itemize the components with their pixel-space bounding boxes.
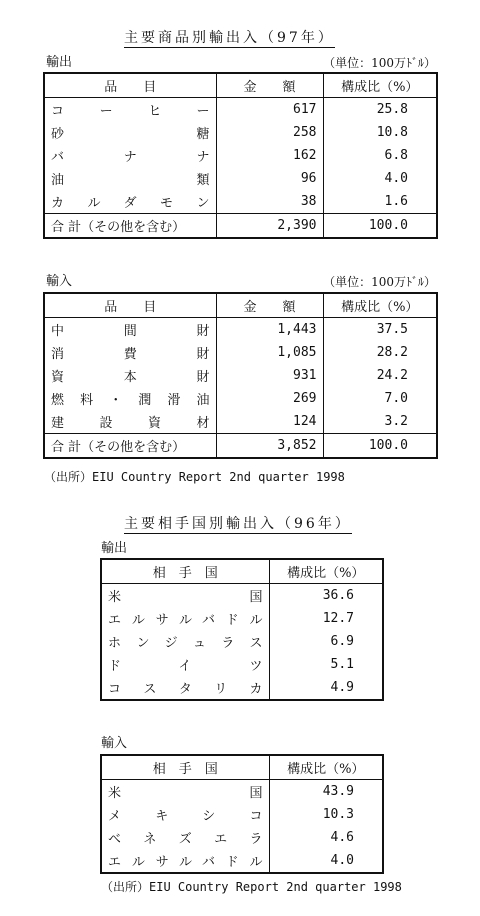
item-amount: 258	[216, 121, 323, 144]
item-amount: 124	[216, 410, 323, 434]
country-ratio: 6.9	[330, 634, 354, 649]
table-row	[44, 98, 437, 122]
country-name: メキシコ	[101, 803, 269, 826]
country-ratio: 4.6	[330, 830, 354, 845]
export-label: 輸出	[46, 55, 73, 70]
item-amount: 617	[216, 98, 323, 122]
source-note: （出所）EIU Country Report 2nd quarter 1998	[101, 880, 402, 894]
partner-title: 主要相手国別輸出入（96年）	[124, 516, 352, 532]
country-ratio: 5.1	[330, 657, 354, 672]
item-name: 建設資材	[44, 410, 216, 434]
country-name: 米国	[101, 584, 269, 608]
item-ratio: 1.6	[384, 194, 408, 209]
item-name: 消費財	[44, 341, 216, 364]
commodity-import-table	[43, 292, 438, 459]
header-ratio: 構成比（%）	[341, 300, 419, 315]
table-row	[44, 318, 437, 342]
table-row	[44, 387, 437, 410]
header-amount: 金 額	[216, 73, 323, 98]
table-row	[44, 190, 437, 214]
partner-import-table	[100, 754, 384, 874]
source-note: （出所）EIU Country Report 2nd quarter 1998	[44, 470, 345, 484]
total-ratio: 100.0	[368, 438, 408, 453]
table-row	[101, 676, 383, 700]
country-ratio: 4.9	[330, 680, 354, 695]
table-row	[101, 584, 383, 608]
header-ratio: 構成比（%）	[341, 80, 419, 95]
header-ratio: 構成比（%）	[287, 566, 365, 581]
partner-export-label: 輸出	[101, 541, 128, 556]
country-name: エルサルバドル	[101, 607, 269, 630]
item-name: 油類	[44, 167, 216, 190]
partner-import-label: 輸入	[101, 736, 128, 751]
table-row	[101, 653, 383, 676]
country-name: ベネズエラ	[101, 826, 269, 849]
item-ratio: 28.2	[376, 345, 408, 360]
country-name: 米国	[101, 780, 269, 804]
item-amount: 162	[216, 144, 323, 167]
header-ratio: 構成比（%）	[287, 762, 365, 777]
total-amount: 3,852	[216, 434, 323, 459]
header-country: 相 手 国	[101, 755, 269, 780]
table-row	[44, 144, 437, 167]
total-row	[44, 434, 437, 459]
item-ratio: 3.2	[384, 414, 408, 429]
item-ratio: 7.0	[384, 391, 408, 406]
item-ratio: 4.0	[384, 171, 408, 186]
item-name: 中間財	[44, 318, 216, 342]
table-row	[44, 167, 437, 190]
item-name: 砂糖	[44, 121, 216, 144]
item-name: コーヒー	[44, 98, 216, 122]
country-name: ホンジュラス	[101, 630, 269, 653]
item-amount: 96	[216, 167, 323, 190]
country-name: エルサルバドル	[101, 849, 269, 873]
commodity-export-table	[43, 72, 438, 239]
table-row	[101, 849, 383, 873]
country-name: コスタリカ	[101, 676, 269, 700]
total-name: 合 計（その他を含む）	[44, 434, 216, 459]
country-ratio: 12.7	[322, 611, 354, 626]
header-item: 品 目	[44, 293, 216, 318]
item-amount: 38	[216, 190, 323, 214]
import-label: 輸入	[46, 274, 73, 289]
total-amount: 2,390	[216, 214, 323, 239]
table-row	[101, 630, 383, 653]
header-country: 相 手 国	[101, 559, 269, 584]
commodity-title: 主要商品別輸出入（97年）	[124, 30, 335, 46]
import-unit: （単位：100万ﾄﾞﾙ）	[323, 275, 436, 289]
table-row	[44, 364, 437, 387]
item-ratio: 37.5	[376, 322, 408, 337]
item-ratio: 24.2	[376, 368, 408, 383]
table-row	[44, 341, 437, 364]
item-amount: 1,085	[216, 341, 323, 364]
total-name: 合 計（その他を含む）	[44, 214, 216, 239]
table-row	[101, 607, 383, 630]
table-row	[101, 826, 383, 849]
export-unit: （単位：100万ﾄﾞﾙ）	[323, 56, 436, 70]
item-ratio: 10.8	[376, 125, 408, 140]
header-amount: 金 額	[216, 293, 323, 318]
country-name: ドイツ	[101, 653, 269, 676]
table-row	[101, 780, 383, 804]
header-item: 品 目	[44, 73, 216, 98]
item-name: 資本財	[44, 364, 216, 387]
item-amount: 1,443	[216, 318, 323, 342]
item-ratio: 6.8	[384, 148, 408, 163]
item-amount: 931	[216, 364, 323, 387]
item-name: 燃料・潤滑油	[44, 387, 216, 410]
item-name: バナナ	[44, 144, 216, 167]
country-ratio: 43.9	[322, 784, 354, 799]
table-row	[44, 121, 437, 144]
item-amount: 269	[216, 387, 323, 410]
country-ratio: 4.0	[330, 853, 354, 868]
table-row	[101, 803, 383, 826]
country-ratio: 36.6	[322, 588, 354, 603]
country-ratio: 10.3	[322, 807, 354, 822]
item-ratio: 25.8	[376, 102, 408, 117]
table-row	[44, 410, 437, 434]
total-row	[44, 214, 437, 239]
partner-export-table	[100, 558, 384, 701]
item-name: カルダモン	[44, 190, 216, 214]
total-ratio: 100.0	[368, 218, 408, 233]
